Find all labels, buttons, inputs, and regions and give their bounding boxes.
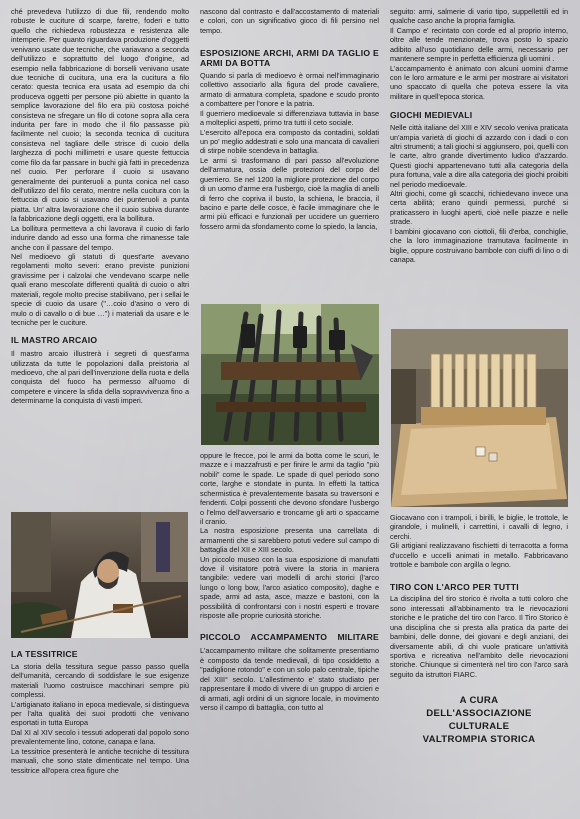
- heading-giochi: GIOCHI MEDIEVALI: [390, 110, 473, 121]
- paragraph-campo-2: L'accampamento è animato con alcuni uomini d'arme con le loro armature e le armi per mostrare ai visitatori uno spaccato di quella che poteva essere la vita militare in quell'epoca storica.: [390, 63, 568, 101]
- paragraph-archi-2: Il guerriero medioevale si differenziava tuttavia in base a molteplici aspetti, primo tra tutti il ceto sociale.: [200, 108, 379, 128]
- column-3-bottom: [390, 513, 568, 747]
- paragraph-accampamento: L'accampamento militare che solitamente presentiamo è composto da tende medievali, di tipo cosiddetto a "padiglione rotondo" e con un solo palo centrale, tipiche del XIII° secolo. L'allestimento e' stato studiato per rappresentare il modo di vivere di un gruppo di arcieri e di armati, agli ordini di un signore locale, in movimento verso il campo di battaglia, con tutto al: [200, 646, 379, 712]
- paragraph-top: nascono dal contrasto e dall'accostamento di materiali e colori, con un significativo gioco di fili persino nel tempo.: [200, 7, 379, 35]
- paragraph-tessitrice-1: La storia della tessitura segue passo passo quella dell'umanità, cercando di soddisfare le sue esigenze materiali l'uomo costruisce macchinari sempre più complessi.: [11, 661, 189, 700]
- wooden-board-game-photo: [391, 329, 568, 507]
- paragraph-tessitrice-4: La tessitrice presenterà le antiche tecniche di tessitura manuali, che sono state dimenticate nel tempo. Una tessitrice all'opera crea figure che: [11, 746, 189, 775]
- heading-tiro-con-arco: TIRO CON L'ARCO PER TUTTI: [390, 581, 519, 592]
- paragraph-giochi-5: Gli artigiani realizzavano fischietti di terracotta a forma d'uccello e uccelli animati in metallo. Fabbricavano trottole e bambole con argilla o legno.: [390, 541, 568, 570]
- paragraph-tiro: La disciplina del tiro storico è rivolta a tutti coloro che sono interessati all'abbinamento tra le rievocazioni storiche e le pratiche del tiro con l'arco. Il Tiro Storico è una disciplina che si presta alla pratica da parte dei bambini, delle donne, dei giovani e degli anziani, dei diversamente abili, di chi vuole praticare un'attività sportiva e ricreativa nell'ambito delle rievocazioni storiche. Chiunque si cimenterà nel tiro con l'arco sarà seguito da istruttori FIARC.: [390, 594, 568, 679]
- credit-line-3: CULTURALE: [448, 721, 510, 733]
- credit-line-2: DELL'ASSOCIAZIONE: [426, 708, 532, 720]
- paragraph-mastro-arcaio: Il mastro arcaio illustrerà i segreti di quest'arma utilizzata da tutte le popolazioni dalla preistoria al medioevo, che al pari dell'invenzione della ruota e della conquista del fuoco ha permesso all'uomo di competere e vincere la sfida della sopravvivenza fino a determinarne la conquista di vasti imperi.: [11, 349, 189, 406]
- heading-accampamento: PICCOLO ACCAMPAMENTO MILITARE: [200, 631, 379, 642]
- paragraph-archi-1: Quando si parla di medioevo è ormai nell'immaginario collettivo associarlo alla figura del prode cavaliere, armato di armatura completa, spadone e scudo pronto a combattere per l'onore e la patria.: [200, 71, 379, 109]
- credit-line-1: A CURA: [459, 695, 499, 707]
- column-1: [11, 7, 189, 406]
- paragraph-giochi-2: Altri giochi, come gli scacchi, richiedevano invece una certa abilità; erano quindi permessi, purché si praticassero in luoghi aperti, cioè nelle piazze e nelle strade.: [390, 189, 568, 227]
- paragraph-giochi-3: I bambini giocavano con ciottoli, fili d'erba, conchiglie, che la loro immaginazione tramutava facilmente in biglie, oppure costruivano bambole con ciuffi di lino o di canapa.: [390, 226, 568, 264]
- heading-esposizione-archi: ESPOSIZIONE ARCHI, ARMI DA TAGLIO E ARMI DA BOTTA: [200, 48, 379, 69]
- column-3: [390, 7, 568, 264]
- paragraph-intro: ché prevedeva l'utilizzo di due fili, rendendo molto robuste le cuciture di scarpe, faretre, foderi e tutto quello che richiedeva robustezza e resistenza alle intemperie. Per quanto riguardava produzione d'oggetti venivano usate due tecniche, che variavano a seconda dell'utilizzo e soprattutto del luogo d'origine, ad esempio nella fabbricazione di borselli venivano usate due tecniche di cucitura, una era la cucitura a filo cerato: questa tecnica era usata ad esempio da chi produceva oggetti per persone più abiette in quanto la semplice lavorazione del filo era più costosa poiché consisteva ne sfregare un filo di cotone sopra alla cera indurita per fare in modo che il filo passasse più facilmente nel cuoio; la seconda tecnica di cucitura consisteva nel tagliare delle strisce di cuoio della larghezza di pochi millimetri e usare queste fettuccia come filo da far passare in buchi già fatti in precedenza nel cuoio. Per perforare il cuoio si usavano generalmente dei punteruoli a punta conica nel caso dell'utilizzo del filo cerato, mentre nella cucitura con la fettuccia di cuoio si usavano dei punteruoli a punta piatta. Un' altra lavorazione che il cuoio subiva durante la fabbricazione degli oggetti, era la bollitura.: [11, 7, 189, 224]
- weapons-rack-photo: [201, 304, 379, 445]
- paragraph-campo: Il Campo e' recintato con corde ed al proprio interno, oltre alle tende menzionate, trova posto lo spazio adibito all'uso quotidiano delle armi, necessario per mantenere sempre in perfetta efficienza gli uomini .: [390, 25, 568, 64]
- column-1-bottom: [11, 650, 189, 775]
- paragraph-archi-6: La nostra esposizione presenta una carrellata di armamenti che si sarebbero potuti vedere sul campo di battaglia del XII e XIII secolo.: [200, 526, 379, 555]
- credit-block: [390, 695, 568, 747]
- paragraph-archi-7: Un piccolo museo con la sua esposizione di manufatti dove il visitatore potrà vivere la storia in maniera tangibile: vedere vari modelli di archi storici (l'arco lungo o long bow, l'arco asiatico composito), daghe e spade, armi ad asta, asce, mazze e bastoni, con la possibilità di confrontarsi con i nostri esperti e trovare risposte alle proprie curiosità storiche.: [200, 554, 379, 621]
- paragraph-tessitrice-3: Dal XI al XIV secolo i tessuti adoperati dal popolo sono prevalentemente lino, cotone, canapa e lana.: [11, 727, 189, 747]
- paragraph-archi-5: oppure le frecce, poi le armi da botta come le scuri, le mazze e i mazzafrusti e per finire le armi da taglio "più nobili" come le spade. Le spade di quel periodo sono corte, larghe e stondate in punta. In effetti la tattica schermistica è prevalentemente basata su traversoni e fendenti. Colpi possenti che devono sfondare l'usbergo o l'elmo dell'avversario e troncarne gli arti o spaccarne il cranio.: [200, 451, 379, 526]
- man-with-bow-photo: [11, 512, 188, 638]
- paragraph-archi-4: Le armi si trasformano di pari passo all'evoluzione dell'armatura, ossia delle protezioni del corpo del guerriero. Se nel 1200 la migliore protezione del corpo di un uomo d'arme era l'usbergo, cioè la maglia di anelli di ferro che copriva il busto, la schiena, le braccia, il bacino e parte delle cosce, è facile immaginare che le armi più efficaci e funzionali per uccidere un guerriero fossero armi da sfondamento come lo spiedo, la lancia,: [200, 155, 379, 231]
- paragraph-archi-3: L'esercito all'epoca era composto da contadini, soldati un po' meglio addestrati e solo una mancata di cavalieri di stirpe nobile scendeva in battaglia.: [200, 127, 379, 156]
- credit-line-4: VALTROMPIA STORICA: [422, 734, 536, 746]
- paragraph-giochi-4: Giocavano con i trampoli, i birilli, le biglie, le trottole, le girandole, i mulinelli, i carrettini, i cavalli di legno, i cerchi.: [390, 513, 568, 541]
- column-2: [200, 7, 379, 231]
- heading-tessitrice: LA TESSITRICE: [11, 649, 78, 659]
- heading-mastro-arcaio: IL MASTRO ARCAIO: [11, 335, 98, 346]
- paragraph-giochi-1: Nelle città italiane del XIII e XIV secolo veniva praticata un'ampia varietà di giochi di azzardo con i dadi o con altri strumenti; a tali giochi si aggiunsero, poi, quelli con le carte, altro grande divertimento ludico d'azzardo. Questi giochi appartenevano tutti alla categoria della pura fortuna, vale a dire alla categoria dei giochi proibiti nel periodo medioevale.: [390, 123, 568, 189]
- paragraph-tessitrice-2: L'artigianato italiano in epoca medievale, si distingueva per l'alta qualità dei suoi prodotti che venivano esportati in tutta Europa: [11, 699, 189, 728]
- paragraph-medioevo: Nel medioevo gli statuti di quest'arte avevano regolamenti molto severi: erano previste punizioni gravissime per i calzolai che vendevano scarpe nelle quali erano mescolate differenti qualità di cuoio o altri materiali, regole molto precise stabilivano, per i sellai le specie di cuoio da usare ("…coio d'asino o vero di mulo o di cavallo o di bue …") i materiali da usare e le tecniche per le cuciture.: [11, 251, 189, 327]
- paragraph-bollitura: La bollitura permetteva a chi lavorava il cuoio di farlo indurire dando ad esso una forma che rimanesse tale anche con il passare del tempo.: [11, 223, 189, 252]
- column-2-bottom: [200, 451, 379, 712]
- paragraph-top: seguito: armi, salmerie di vario tipo, suppellettili ed in qualche caso anche la propria famiglia.: [390, 7, 568, 26]
